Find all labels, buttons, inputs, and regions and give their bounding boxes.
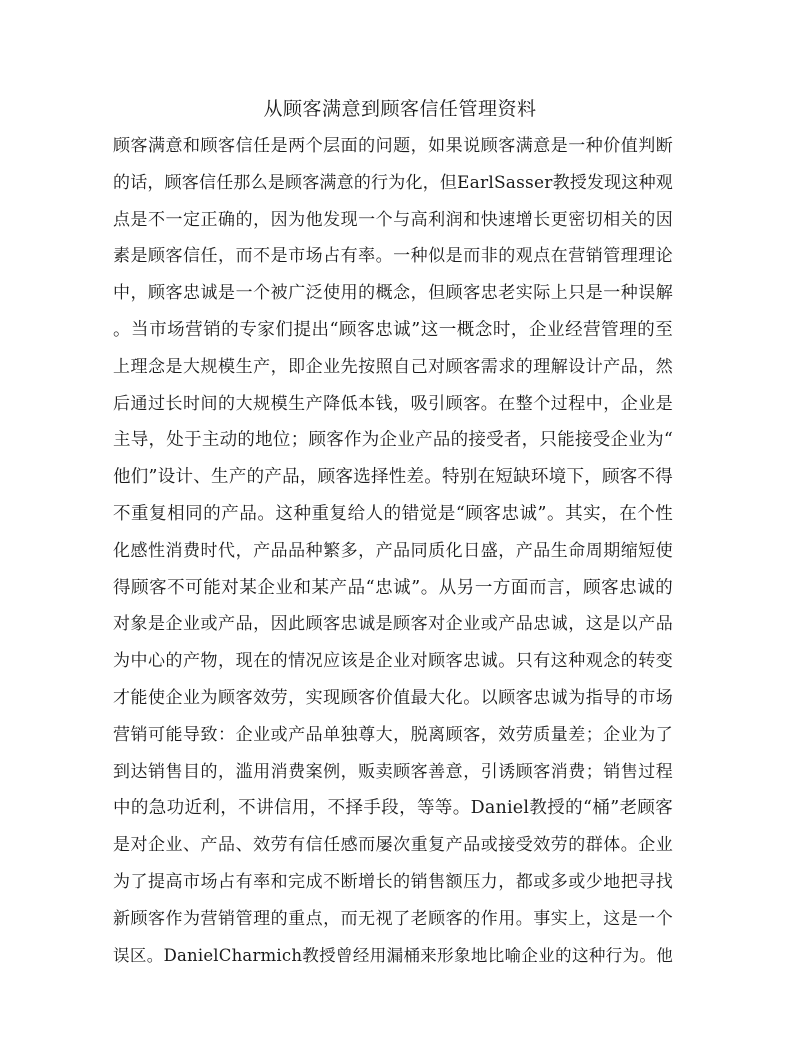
body-line: 点是不一定正确的，因为他发现一个与高利润和快速增长更密切相关的因 — [113, 209, 673, 230]
body-line: 他们”设计、生产的产品，顾客选择性差。特别在短缺环境下，顾客不得 — [113, 467, 673, 488]
body-line: 才能使企业为顾客效劳，实现顾客价值最大化。以顾客忠诚为指导的市场 — [113, 687, 673, 708]
body-line: 素是顾客信任，而不是市场占有率。一种似是而非的观点在营销管理理论 — [113, 246, 673, 267]
body-line: 得顾客不可能对某企业和某产品“忠诚”。从另一方面而言，顾客忠诚的 — [113, 577, 673, 598]
body-line: 后通过长时间的大规模生产降低本钱，吸引顾客。在整个过程中，企业是 — [113, 393, 673, 414]
body-line: 顾客满意和顾客信任是两个层面的问题，如果说顾客满意是一种价值判断 — [113, 136, 673, 156]
body-line: 到达销售目的，滥用消费案例，贩卖顾客善意，引诱顾客消费；销售过程 — [113, 761, 673, 782]
body-line: 是对企业、产品、效劳有信任感而屡次重复产品或接受效劳的群体。企业 — [113, 835, 673, 856]
body-line: 为中心的产物，现在的情况应该是企业对顾客忠诚。只有这种观念的转变 — [113, 651, 673, 672]
body-line: 不重复相同的产品。这种重复给人的错觉是“顾客忠诚”。其实，在个性 — [113, 503, 673, 524]
body-line: 。当市场营销的专家们提出“顾客忠诚”这一概念时，企业经营管理的至 — [113, 319, 673, 340]
body-line: 误区。DanielCharmich教授曾经用漏桶来形象地比喻企业的这种行为。他 — [113, 945, 673, 965]
body-line: 主导，处于主动的地位；顾客作为企业产品的接受者，只能接受企业为“ — [113, 430, 673, 451]
body-line: 中的急功近利，不讲信用，不择手段，等等。Daniel教授的“桶”老顾客 — [113, 798, 673, 819]
body-line: 为了提高市场占有率和完成不断增长的销售额压力，都或多或少地把寻找 — [113, 871, 673, 892]
body-line: 的话，顾客信任那么是顾客满意的行为化，但EarlSasser教授发现这种观 — [113, 172, 673, 193]
body-line: 对象是企业或产品，因此顾客忠诚是顾客对企业或产品忠诚，这是以产品 — [113, 614, 673, 635]
body-line: 上理念是大规模生产，即企业先按照自己对顾客需求的理解设计产品，然 — [113, 356, 673, 377]
document-body — [113, 128, 673, 974]
body-line: 营销可能导致：企业或产品单独尊大，脱离顾客，效劳质量差；企业为了 — [113, 724, 673, 745]
document-title: 从顾客满意到顾客信任管理资料 — [263, 98, 537, 120]
body-line: 化感性消费时代，产品品种繁多，产品同质化日盛，产品生命周期缩短使 — [113, 540, 673, 561]
body-line: 新顾客作为营销管理的重点，而无视了老顾客的作用。事实上，这是一个 — [113, 908, 673, 929]
body-line: 中，顾客忠诚是一个被广泛使用的概念，但顾客忠老实际上只是一种误解 — [113, 283, 673, 304]
